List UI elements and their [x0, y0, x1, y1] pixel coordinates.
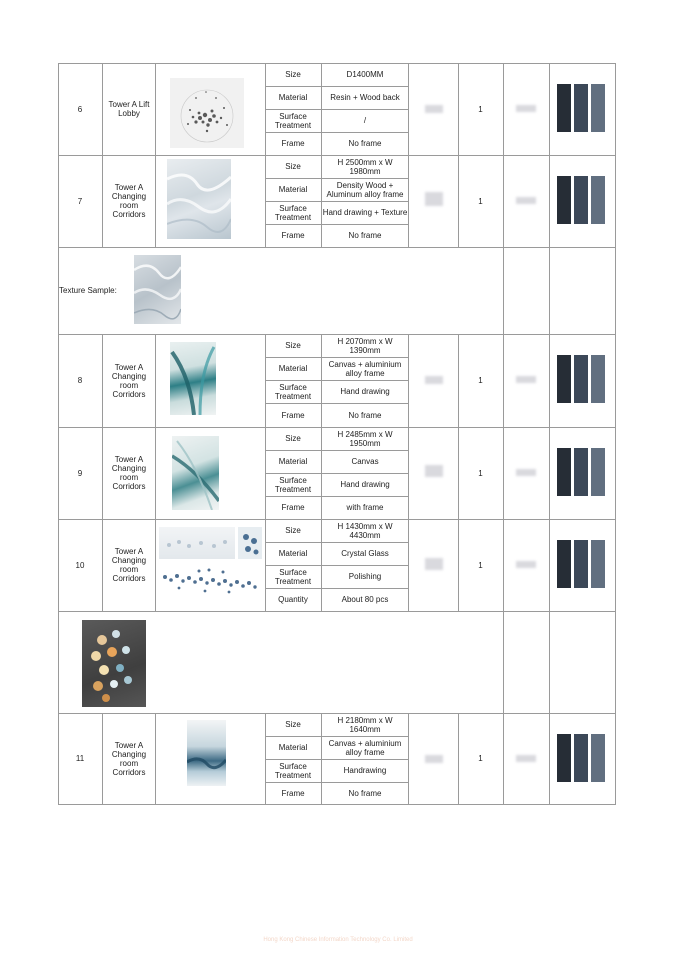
row-quantity: 1 [478, 104, 483, 114]
spec-quantity: About 80 pcs [341, 595, 389, 604]
row-quantity: 1 [478, 196, 483, 206]
texture-sample-image [134, 255, 181, 324]
spec-size: D1400MM [346, 70, 384, 79]
redacted-cell [425, 376, 443, 384]
row-quantity: 1 [478, 376, 483, 385]
row-number: 7 [77, 196, 83, 206]
spec-frame: No frame [348, 231, 382, 240]
row-quantity: 1 [478, 560, 483, 570]
redacted-cell [516, 561, 536, 568]
row-number: 6 [77, 104, 83, 114]
redacted-cell [516, 755, 536, 762]
spec-frame: No frame [348, 139, 382, 148]
redacted-cell [425, 192, 443, 206]
row-quantity: 1 [478, 754, 483, 763]
artwork-image-white-texture [167, 159, 231, 239]
color-swatch [557, 176, 605, 224]
spec-surface: Hand drawing + Texture [322, 208, 408, 217]
row-location: Tower A Lift Lobby [108, 100, 150, 118]
spec-size: H 2500mm x W 1980mm [337, 157, 393, 176]
spec-material: Density Wood + Aluminum alloy frame [326, 180, 404, 199]
artwork-image-resin-sphere [170, 78, 244, 148]
color-swatch [557, 734, 605, 782]
row-number: 9 [77, 468, 83, 478]
row-number: 8 [77, 376, 83, 385]
rule [58, 247, 616, 248]
artwork-image-crystal-layout [159, 562, 263, 598]
row-location: Tower A Changing room Corridors [111, 362, 147, 399]
redacted-cell [425, 558, 443, 570]
row-location: Tower A Changing room Corridors [111, 455, 147, 491]
row-location: Tower A Changing room Corridors [111, 740, 147, 777]
spec-size: H 2485mm x W 1950mm [337, 429, 393, 448]
spec-size: H 2070mm x W 1390mm [337, 336, 393, 355]
rule [58, 804, 616, 805]
texture-sample-label: Texture Sample: [59, 286, 117, 295]
row-location: Tower A Changing room Corridors [111, 547, 147, 583]
spec-frame: No frame [348, 410, 382, 420]
spec-surface: Hand drawing [340, 480, 390, 489]
redacted-cell [516, 197, 536, 204]
artwork-image-crystal-render [159, 527, 235, 559]
spec-material: Crystal Glass [341, 549, 389, 558]
row-number: 11 [75, 754, 85, 763]
redacted-cell [516, 105, 536, 112]
spec-material: Canvas + aluminium alloy frame [328, 738, 402, 757]
redacted-cell [425, 465, 443, 477]
color-swatch [557, 84, 605, 132]
row-location: Tower A Changing room Corridors [111, 183, 147, 219]
spec-surface: Polishing [348, 572, 382, 581]
row-number: 10 [75, 560, 85, 570]
page-footer: Hong Kong Chinese Information Technology Co. Limited [263, 937, 413, 943]
color-swatch [557, 448, 605, 496]
spec-size: H 2180mm x W 1640mm [337, 715, 393, 734]
redacted-cell [425, 755, 443, 763]
spec-surface: Hand drawing [340, 387, 390, 396]
artwork-image-crystal-detail [238, 527, 262, 559]
redacted-cell [516, 469, 536, 476]
row-quantity: 1 [478, 468, 483, 478]
spec-frame: No frame [348, 788, 382, 798]
crystal-sample-photo [82, 620, 146, 707]
spec-surface: / [363, 116, 367, 125]
redacted-cell [516, 376, 536, 383]
spec-material: Canvas + aluminium alloy frame [328, 359, 402, 378]
rule [58, 611, 616, 612]
artwork-image-blue-landscape [187, 720, 226, 786]
spec-material: Canvas [351, 457, 379, 466]
spec-sheet-page: 6 Tower A Lift Lobby Size D1400MM Material Resin + Wood back Surface Treatment / Frame No frame 1 7 Tower A Changing room Corridors Size H 2500mm x W 1980mm Material Density Wood + Aluminum alloy frame Surface Treatment Hand drawing + Texture Frame No frame 1 Texture Sample: 8 Tower A Changing room Corridors Size H 2070mm x W 1390mm Material Canvas + aluminium alloy frame Surface Treatment Hand drawing Frame No frame 1 9 Tower A Changing room Corridors Size H 2485mm x W 1950mm Material Canvas Surface Treatment Hand drawing Frame with frame 1 10 Tower A Changing room Corridors Size H 1430mm x W 4430mm Material Crystal Glass Surface Treatment Polishing Quantity About 80 pcs 1 11 Tower A Changing room Corridors Size H 2180mm x W 1640mm Material Canvas + aluminium alloy frame Surface Treatment Handrawing Frame No frame 1 Hong Kong Chinese Information Technology Co. Limited [0, 0, 676, 970]
redacted-cell [425, 105, 443, 113]
spec-size: H 1430mm x W 4430mm [337, 521, 393, 540]
color-swatch [557, 355, 605, 403]
spec-material: Resin + Wood back [330, 93, 400, 102]
artwork-image-teal-wave [172, 436, 219, 510]
spec-frame: with frame [346, 503, 384, 512]
artwork-image-teal-abstract [170, 342, 216, 415]
color-swatch [557, 540, 605, 588]
spec-surface: Handrawing [343, 766, 387, 775]
